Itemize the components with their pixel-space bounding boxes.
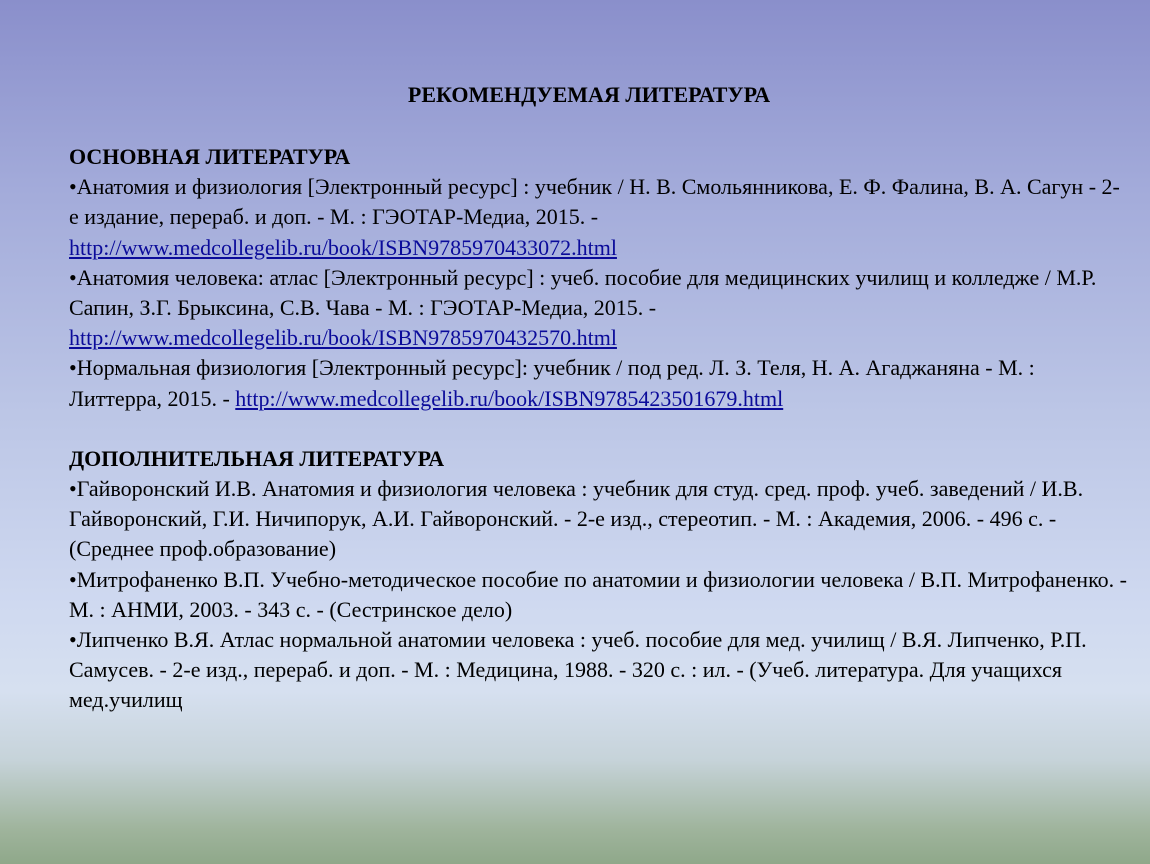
- main-entry-3-link[interactable]: http://www.medcollegelib.ru/book/ISBN9785423501679.html: [235, 385, 784, 411]
- main-entry-1-text: •Анатомия и физиология [Электронный ресурс] : учебник / Н. В. Смольянникова, Е. Ф. Фалина, В. А. Сагун - 2-е издание, перераб. и доп. - М. : ГЭОТАР-Медиа, 2015. -: [69, 174, 1120, 230]
- main-entry-1: [69, 172, 1129, 263]
- literature-list: [69, 142, 1129, 716]
- main-entry-3-text: •Нормальная физиология [Электронный ресурс]: учебник / под ред. Л. З. Теля, Н. А. Агаджаняна - М. : Литтерра, 2015. -: [69, 355, 1035, 411]
- additional-entry-3: •Липченко В.Я. Атлас нормальной анатомии человека : учеб. пособие для мед. училищ / В.Я. Липченко, Р.П. Самусев. - 2-е изд., перераб. и доп. - М. : Медицина, 1988. - 320 с. : ил. - (Учеб. литература. Для учащихся мед.училищ: [69, 627, 1087, 713]
- section-spacer: [69, 414, 1129, 444]
- additional-entry-2: •Митрофаненко В.П. Учебно-методическое пособие по анатомии и физиологии человека / В.П. Митрофаненко. - М. : АНМИ, 2003. - 343 с. - (Сестринское дело): [69, 566, 1127, 622]
- main-literature-heading: ОСНОВНАЯ ЛИТЕРАТУРА: [69, 144, 351, 169]
- main-entry-3: [69, 353, 1129, 413]
- additional-literature-heading: ДОПОЛНИТЕЛЬНАЯ ЛИТЕРАТУРА: [69, 445, 445, 471]
- additional-entry-1: •Гайворонский И.В. Анатомия и физиология человека : учебник для студ. сред. проф. учеб. заведений / И.В. Гайворонский, Г.И. Ничипорук, А.И. Гайворонский. - 2-е изд., стереотип. - М. : Академия, 2006. - 496 с. - (Среднее проф.образование): [69, 476, 1084, 562]
- main-entry-2-link[interactable]: http://www.medcollegelib.ru/book/ISBN9785970432570.html: [69, 325, 617, 351]
- main-entry-2: [69, 263, 1129, 354]
- main-entry-2-text: •Анатомия человека: атлас [Электронный ресурс] : учеб. пособие для медицинских училищ и колледже / М.Р. Сапин, З.Г. Брыксина, С.В. Чава - М. : ГЭОТАР-Медиа, 2015. -: [69, 264, 1097, 321]
- main-entry-1-link[interactable]: http://www.medcollegelib.ru/book/ISBN9785970433072.html: [69, 234, 617, 260]
- slide-title: РЕКОМЕНДУЕМАЯ ЛИТЕРАТУРА: [407, 82, 771, 107]
